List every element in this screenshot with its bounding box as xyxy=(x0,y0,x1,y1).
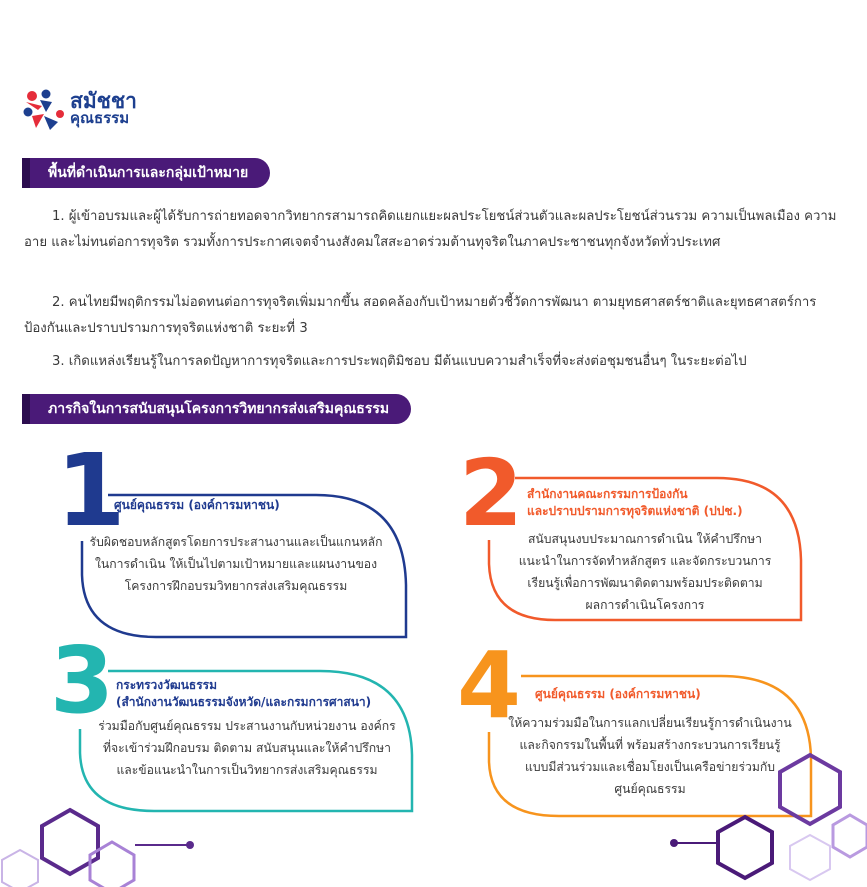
card-body-2 xyxy=(495,528,795,616)
mission-card-3 xyxy=(50,627,415,815)
card-body-line: ในการดำเนิน ให้เป็นไปตามเป้าหมายและแผนงานของ xyxy=(94,557,378,571)
mission-card-2 xyxy=(455,440,805,623)
card-title-line: (สำนักงานวัฒนธรรมจังหวัด/และกรมการศาสนา) xyxy=(116,695,372,709)
logo-subtitle: คุณธรรม xyxy=(70,109,130,127)
paragraph-1-text: 1. ผู้เข้าอบรมและผู้ได้รับการถ่ายทอดจากวิทยากรสามารถคิดแยกแยะผลประโยชน์ส่วนตัวและผลประโยชน์ส่วนรวม ความเป็นพลเมือง ความอาย และไม่ทนต่อการทุจริต รวมทั้งการประกาศเจตจำนงสังคมใสสะอาดร่วมต้านทุจริตในภาคประชาชนทุกจังหวัดทั่วประเทศ xyxy=(24,209,837,250)
card-body-line: แนะนำในการจัดทำหลักสูตร และจัดกระบวนการ xyxy=(518,554,772,568)
card-number-4: 4 xyxy=(457,632,522,739)
card-title-1 xyxy=(114,497,280,514)
hexagon-decoration-right xyxy=(660,735,867,887)
logo-title: สมัชชา xyxy=(70,89,137,113)
section-title-missions: ภารกิจในการสนับสนุนโครงการวิทยากรส่งเสริมคุณธรรม xyxy=(22,394,411,424)
paragraph-2 xyxy=(24,290,842,342)
card-title-line: กระทรวงวัฒนธรรม xyxy=(116,678,218,692)
logo xyxy=(22,88,152,132)
card-title-line: ศูนย์คุณธรรม (องค์การมหาชน) xyxy=(114,498,280,512)
card-title-2 xyxy=(527,486,743,520)
card-title-4 xyxy=(535,686,701,703)
card-body-line: เรียนรู้เพื่อการพัฒนาติดตามพร้อมประติดตาม xyxy=(527,576,763,590)
card-body-1 xyxy=(86,531,386,597)
mission-card-1 xyxy=(56,432,410,640)
card-body-line: และข้อแนะนำในการเป็นวิทยากรส่งเสริมคุณธรรม xyxy=(116,763,378,777)
card-body-line: ร่วมมือกับศูนย์คุณธรรม ประสานงานกับหน่วยงาน องค์กร xyxy=(98,719,396,733)
card-body-line: แบบมีส่วนร่วมและเชื่อมโยงเป็นเครือข่ายร่วมกับ xyxy=(525,760,775,774)
paragraph-1 xyxy=(24,204,842,256)
card-body-line: และกิจกรรมในพื้นที่ พร้อมสร้างกระบวนการเรียนรู้ xyxy=(519,738,781,752)
card-body-3 xyxy=(82,715,412,781)
paragraph-3 xyxy=(24,349,842,375)
paragraph-3-text: 3. เกิดแหล่งเรียนรู้ในการลดปัญหาการทุจริตและการประพฤติมิชอบ มีต้นแบบความสำเร็จที่จะส่งต่อชุมชนอื่นๆ ในระยะต่อไป xyxy=(52,354,747,369)
card-title-line: ศูนย์คุณธรรม (องค์การมหาชน) xyxy=(535,687,701,701)
card-title-3 xyxy=(116,677,371,711)
card-number-3: 3 xyxy=(50,627,115,734)
section-title-target-area: พื้นที่ดำเนินการและกลุ่มเป้าหมาย xyxy=(22,158,270,188)
hexagon-decoration-left xyxy=(0,790,200,887)
paragraph-2-text: 2. คนไทยมีพฤติกรรมไม่อดทนต่อการทุจริตเพิ่มมากขึ้น สอดคล้องกับเป้าหมายตัวชี้วัดการพัฒนา ตามยุทธศาสตร์ชาติและยุทธศาสตร์การป้องกันและปราบปรามการทุจริตแห่งชาติ ระยะที่ 3 xyxy=(24,295,817,336)
card-title-line: สำนักงานคณะกรรมการป้องกัน xyxy=(527,487,688,501)
logo-people-icon xyxy=(22,88,68,132)
card-body-line: สนับสนุนงบประมาณการดำเนิน ให้คำปรึกษา xyxy=(527,532,763,546)
card-body-line: ให้ความร่วมมือในการแลกเปลี่ยนเรียนรู้การดำเนินงาน xyxy=(508,716,792,730)
card-body-line: รับผิดชอบหลักสูตรโดยการประสานงานและเป็นแกนหลัก xyxy=(89,535,383,549)
card-title-line: และปราบปรามการทุจริตแห่งชาติ (ปปช.) xyxy=(527,504,743,518)
card-body-line: ที่จะเข้าร่วมฝึกอบรม ติดตาม สนับสนุนและให้คำปรึกษา xyxy=(102,741,391,755)
card-number-2: 2 xyxy=(459,440,524,547)
card-number-1: 1 xyxy=(56,432,126,549)
card-body-line: ศูนย์คุณธรรม xyxy=(614,782,686,796)
card-body-line: โครงการฝึกอบรมวิทยากรส่งเสริมคุณธรรม xyxy=(124,579,348,593)
card-body-line: ผลการดำเนินโครงการ xyxy=(585,598,705,612)
